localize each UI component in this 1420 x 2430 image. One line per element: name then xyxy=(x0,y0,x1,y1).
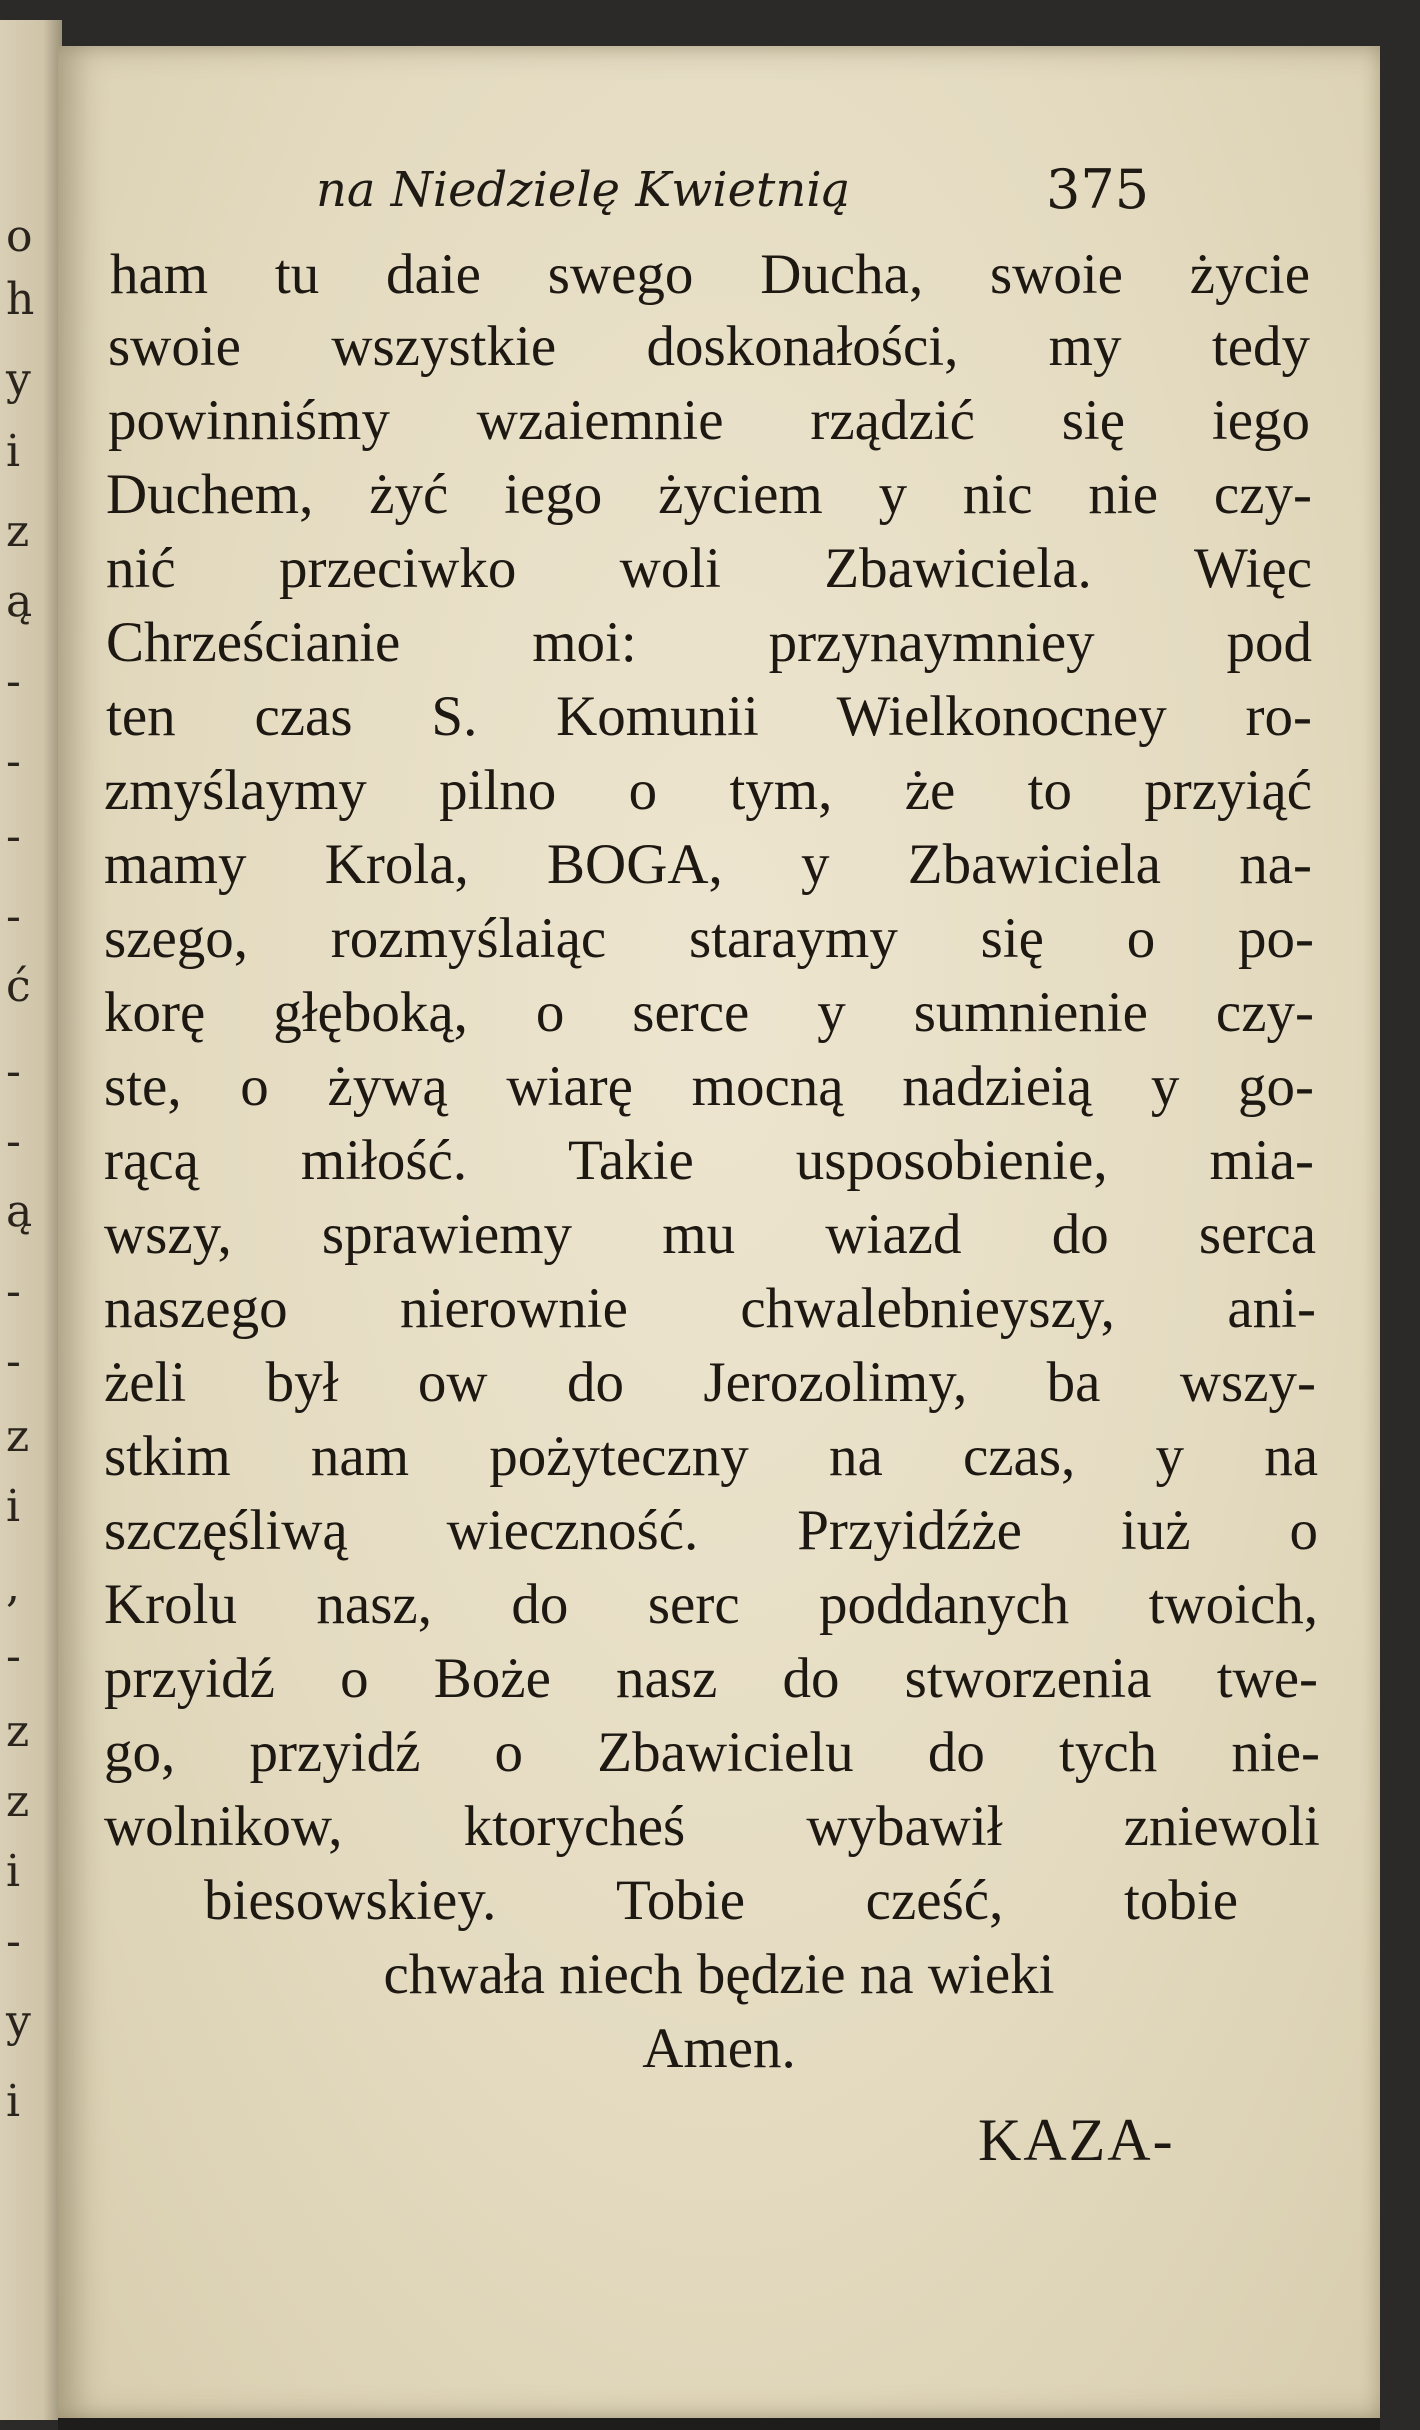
margin-char: - xyxy=(6,891,21,942)
page-number: 375 xyxy=(1046,158,1150,221)
margin-char: i xyxy=(6,426,21,477)
margin-char: z xyxy=(6,1776,30,1827)
facing-page-edge xyxy=(0,20,62,2420)
margin-char: y xyxy=(6,1996,31,2047)
margin-char: ą xyxy=(6,1186,33,1237)
text-line: zmyślaymy pilno o tym, że to przyiąć xyxy=(104,759,1312,822)
margin-char: z xyxy=(6,1411,30,1462)
text-line: wolnikow, ktorycheś wybawił zniewoli xyxy=(104,1795,1320,1858)
margin-char: - xyxy=(6,811,21,862)
margin-char: z xyxy=(6,506,30,557)
text-line: ham tu daie swego Ducha, swoie życie xyxy=(110,243,1310,306)
text-line: Duchem, żyć iego życiem y nic nie czy- xyxy=(106,463,1312,526)
margin-char: i xyxy=(6,1481,21,1532)
text-line: Krolu nasz, do serc poddanych twoich, xyxy=(104,1573,1318,1636)
text-line: mamy Krola, BOGA, y Zbawiciela na- xyxy=(104,833,1312,896)
margin-char: , xyxy=(6,1561,20,1612)
catchword: KAZA- xyxy=(978,2107,1175,2173)
text-line: żeli był ow do Jerozolimy, ba wszy- xyxy=(104,1351,1316,1414)
margin-char: ą xyxy=(6,576,33,627)
text-line: przyidź o Boże nasz do stworzenia twe- xyxy=(104,1647,1318,1710)
margin-char: i xyxy=(6,1846,21,1897)
margin-char: - xyxy=(6,1266,21,1317)
text-line: nić przeciwko woli Zbawiciela. Więc xyxy=(106,537,1312,600)
book-page xyxy=(58,46,1380,2418)
text-line: wszy, sprawiemy mu wiazd do serca xyxy=(104,1203,1316,1266)
body-text xyxy=(58,46,1380,2418)
margin-char: - xyxy=(6,1631,21,1682)
margin-char: h xyxy=(6,274,35,325)
margin-char: - xyxy=(6,1916,21,1967)
text-line: szczęśliwą wieczność. Przyidźże iuż o xyxy=(104,1499,1318,1562)
margin-char: - xyxy=(6,736,21,787)
text-line: naszego nierownie chwalebnieyszy, ani- xyxy=(104,1277,1316,1340)
text-line: rącą miłość. Takie usposobienie, mia- xyxy=(104,1129,1314,1192)
margin-char: - xyxy=(6,1046,21,1097)
margin-char: - xyxy=(6,1116,21,1167)
text-line: Chrześcianie moi: przynaymniey pod xyxy=(106,611,1312,674)
text-line: korę głęboką, o serce y sumnienie czy- xyxy=(104,981,1314,1044)
text-line: swoie wszystkie doskonałości, my tedy xyxy=(108,315,1310,378)
closing-line: chwała niech będzie na wieki xyxy=(383,1943,1055,2006)
margin-char: y xyxy=(6,354,31,405)
text-line: ste, o żywą wiarę mocną nadzieią y go- xyxy=(104,1055,1314,1118)
margin-char: i xyxy=(6,2076,21,2127)
margin-char: - xyxy=(6,1336,21,1387)
closing-line: biesowskiey. Tobie cześć, tobie xyxy=(204,1869,1238,1932)
text-line: ten czas S. Komunii Wielkonocney ro- xyxy=(106,685,1312,748)
margin-char: - xyxy=(6,656,21,707)
scan-bottom-edge xyxy=(58,2418,1380,2430)
margin-char: o xyxy=(6,211,33,262)
running-head: na Niedzielę Kwietnią xyxy=(316,162,851,218)
margin-char: z xyxy=(6,1706,30,1757)
text-line: stkim nam pożyteczny na czas, y na xyxy=(104,1425,1318,1488)
margin-char: ć xyxy=(6,961,31,1012)
text-line: powinniśmy wzaiemnie rządzić się iego xyxy=(108,389,1310,452)
text-line: go, przyidź o Zbawicielu do tych nie- xyxy=(104,1721,1320,1784)
text-line: szego, rozmyślaiąc staraymy się o po- xyxy=(104,907,1314,970)
closing-amen: Amen. xyxy=(642,2017,796,2080)
